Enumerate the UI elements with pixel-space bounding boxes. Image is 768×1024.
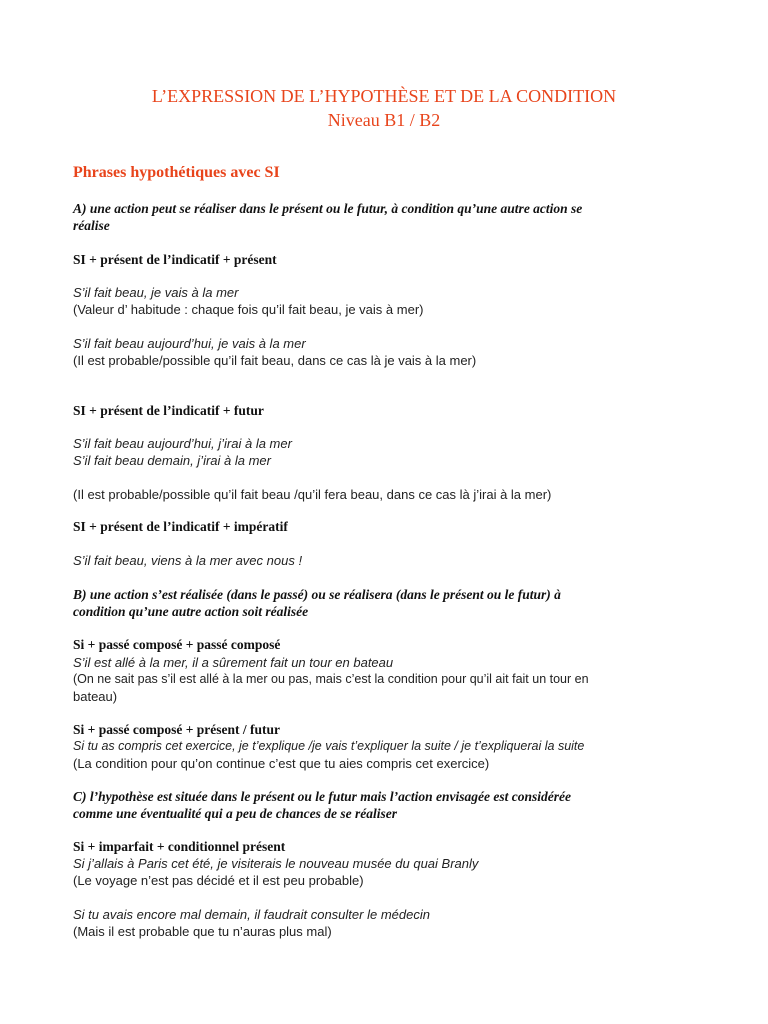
rule-c1-note-2: (Mais il est probable que tu n’auras plus mal) [73, 924, 332, 939]
rule-b1-formula: Si + passé composé + passé composé [73, 637, 281, 652]
rule-a2-example-2: S’il fait beau demain, j’irai à la mer [73, 453, 271, 468]
rule-a2-note: (Il est probable/possible qu’il fait beau /qu’il fera beau, dans ce cas là j’irai à la mer) [73, 487, 552, 502]
rule-c1-example-2: Si tu avais encore mal demain, il faudrait consulter le médecin [73, 907, 430, 922]
rule-b2-note: (La condition pour qu’on continue c’est que tu aies compris cet exercice) [73, 756, 490, 771]
section-a-heading-cont: réalise [73, 218, 110, 233]
section-b-heading-cont: condition qu’une autre action soit réalisée [73, 604, 309, 619]
rule-a1-example-1: S’il fait beau, je vais à la mer [73, 285, 239, 300]
rule-a1-formula: SI + présent de l’indicatif + présent [73, 252, 277, 267]
rule-a1-note-1: (Valeur d’ habitude : chaque fois qu’il fait beau, je vais à mer) [73, 302, 424, 317]
rule-b1-note: (On ne sait pas s’il est allé à la mer ou pas, mais c’est la condition pour qu’il ait fait un tour en [73, 672, 589, 686]
rule-a3-example: S’il fait beau, viens à la mer avec nous ! [73, 553, 303, 568]
rule-a1-example-2: S’il fait beau aujourd’hui, je vais à la mer [73, 336, 306, 351]
section-a-heading: A) une action peut se réaliser dans le présent ou le futur, à condition qu’une autre action se [73, 201, 583, 216]
rule-c1-note-1: (Le voyage n’est pas décidé et il est peu probable) [73, 873, 364, 888]
section-c-heading: C) l’hypothèse est située dans le présent ou le futur mais l’action envisagée est considérée [73, 789, 571, 804]
document-title: L’EXPRESSION DE L’HYPOTHÈSE ET DE LA CONDITION [151, 86, 617, 106]
rule-b1-example: S’il est allé à la mer, il a sûrement fait un tour en bateau [73, 655, 394, 670]
section-c-heading-cont: comme une éventualité qui a peu de chances de se réaliser [73, 806, 397, 821]
rule-b2-formula: Si + passé composé + présent / futur [73, 722, 281, 737]
section-b-heading: B) une action s’est réalisée (dans le passé) ou se réalisera (dans le présent ou le futur) à [73, 587, 561, 602]
rule-a2-example-1: S’il fait beau aujourd’hui, j’irai à la mer [73, 436, 292, 451]
rule-b1-note-cont: bateau) [73, 689, 118, 704]
rule-a2-formula: SI + présent de l’indicatif + futur [73, 403, 264, 418]
rule-c1-formula: Si + imparfait + conditionnel présent [73, 839, 286, 854]
rule-b2-example: Si tu as compris cet exercice, je t’explique /je vais t’expliquer la suite / je t’expliquerai la suite [73, 739, 585, 753]
section-heading: Phrases hypothétiques avec SI [73, 164, 280, 181]
rule-a1-note-2: (Il est probable/possible qu’il fait beau, dans ce cas là je vais à la mer) [73, 353, 477, 368]
rule-c1-example-1: Si j’allais à Paris cet été, je visiterais le nouveau musée du quai Branly [73, 856, 479, 871]
document-level: Niveau B1 / B2 [327, 110, 441, 130]
rule-a3-formula: SI + présent de l’indicatif + impératif [73, 519, 288, 534]
